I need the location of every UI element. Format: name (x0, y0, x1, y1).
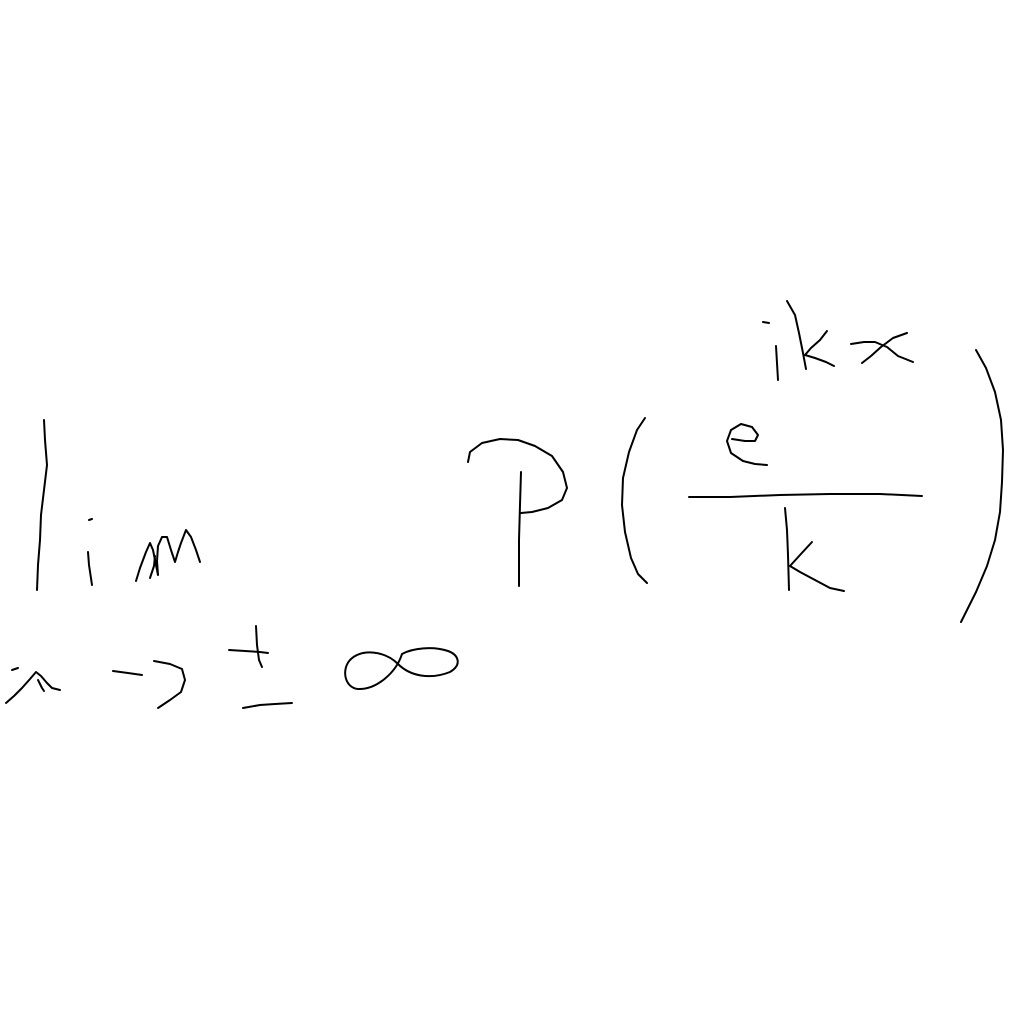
glyph-P (468, 439, 567, 586)
glyph-infinity (345, 648, 458, 689)
glyph-k (785, 508, 844, 591)
glyph-x (6, 668, 60, 703)
glyph-e (727, 424, 767, 465)
glyph-i (88, 519, 92, 585)
glyph-arrow (113, 661, 185, 708)
glyph-plus-minus (229, 626, 292, 708)
glyph-exp-k (787, 301, 834, 369)
glyph-open-paren (622, 418, 647, 583)
glyph-exp-i (763, 322, 778, 380)
glyph-m (136, 530, 200, 581)
glyph-l (37, 420, 47, 590)
glyph-close-paren (961, 350, 1003, 622)
glyph-fraction-bar (689, 494, 922, 497)
glyph-exp-x (851, 333, 913, 363)
